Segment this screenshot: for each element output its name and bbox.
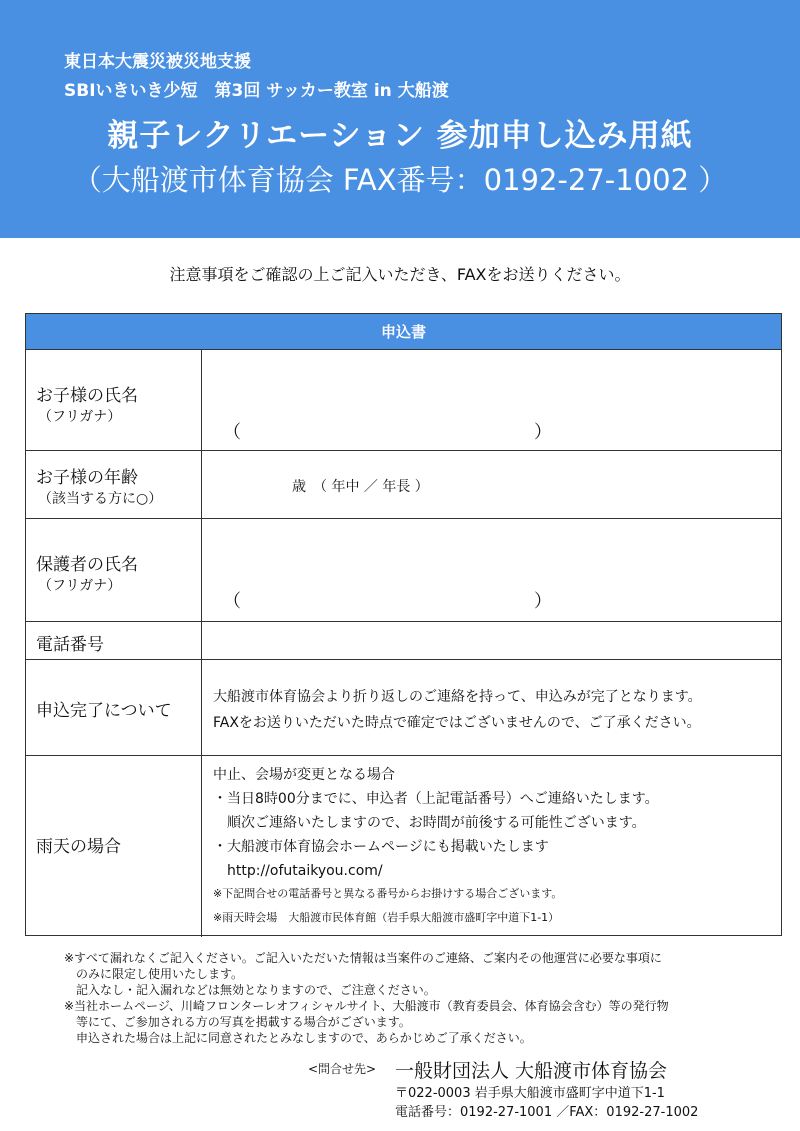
rain-label: 雨天の場合 [36,837,121,857]
notice-text: 注意事項をご確認の上ご記入いただき、FAXをお送りください。 [169,265,631,284]
child-name-furigana-label: （フリガナ） [38,409,122,425]
application-form [25,313,782,936]
guardian-name-label: 保護者の氏名 [36,555,138,575]
rain-line: 中止、会場が変更となる場合 [213,767,395,783]
note-line: ※当社ホームページ、川崎フロンターレオフィシャルサイト、大船渡市（教育委員会、体育協会含む）等の発行物 [64,999,669,1013]
rain-line: 順次ご連絡いたしますので、お時間が前後する可能性ございます。 [213,815,646,831]
open-paren: （ [223,591,241,612]
contact-label: <問合せ先> [308,1062,377,1076]
venue-note: ※雨天時会場 大船渡市民体育館（岩手県大船渡市盛町字中道下1-1） [213,911,560,924]
note-line: 等にて、ご参加される方の写真を掲載する場合がございます。 [64,1015,411,1029]
rain-line: ・当日8時00分までに、申込者（上記電話番号）へご連絡いたします。 [213,791,659,807]
open-paren: （ [223,422,241,443]
child-age-label-cell [26,451,202,518]
organization-name: 一般財団法人 大船渡市体育協会 [395,1060,668,1082]
page-title: 親子レクリエーション 参加申し込み用紙 [107,118,693,154]
phone-note: ※下記問合せの電話番号と異なる番号からお掛けする場合ございます。 [213,887,563,900]
homepage-link[interactable]: http://ofutaikyou.com/ [213,863,383,879]
close-paren: ） [534,591,552,612]
child-age-row [26,451,781,519]
child-age-label: お子様の年齢 [36,468,138,488]
phone-label: 電話番号 [36,635,104,655]
completion-line: FAXをお送りいただいた時点で確定ではございませんので、ご了承ください。 [213,715,701,731]
rain-text [202,756,781,937]
completion-label: 申込完了について [36,701,172,721]
child-age-field[interactable] [202,451,781,518]
rain-label-cell [26,756,202,937]
notes-section [64,950,669,1046]
completion-row [26,660,781,756]
phone-row [26,622,781,660]
phone-label-cell [26,622,202,659]
guardian-name-field[interactable] [202,519,781,621]
completion-line: 大船渡市体育協会より折り返しのご連絡を持って、申込みが完了となります。 [213,689,702,705]
child-name-label: お子様の氏名 [36,386,138,406]
guardian-name-furigana-label: （フリガナ） [38,578,122,594]
child-name-field[interactable] [202,350,781,450]
note-line: 記入なし・記入漏れなどは無効となりますので、ご注意ください。 [64,983,436,997]
close-paren: ） [534,422,552,443]
completion-text [202,660,781,755]
note-line: のみに限定し使用いたします。 [64,967,244,981]
header-banner [0,0,800,238]
child-age-hint: （該当する方に○） [38,491,163,507]
completion-label-cell [26,660,202,755]
organization-address: 〒022-0003 岩手県大船渡市盛町字中道下1-1 [395,1086,665,1101]
child-name-row [26,350,781,451]
phone-field[interactable] [202,622,781,659]
note-line: ※すべて漏れなくご記入ください。ご記入いただいた情報は当案件のご連絡、ご案内その他運営に必要な事項に [64,951,662,965]
fax-number-line: （大船渡市体育協会 FAX番号：0192-27-1002 ） [72,163,728,197]
child-name-label-cell [26,350,202,450]
rain-row [26,756,781,937]
rain-line: ・大船渡市体育協会ホームページにも掲載いたします [213,839,549,855]
guardian-name-label-cell [26,519,202,621]
guardian-name-row [26,519,781,622]
note-line: 申込された場合は上記に同意されたとみなしますので、あらかじめご了承ください。 [64,1031,532,1045]
organization-phone: 電話番号：0192-27-1001 ／FAX：0192-27-1002 [395,1105,699,1120]
age-options[interactable]: 歳 （ 年中 ／ 年長 ） [292,479,429,495]
form-heading: 申込書 [26,314,781,350]
support-line: 東日本大震災被災地支援 [64,52,251,72]
event-line: SBIいきいき少短 第3回 サッカー教室 in 大船渡 [64,81,449,101]
